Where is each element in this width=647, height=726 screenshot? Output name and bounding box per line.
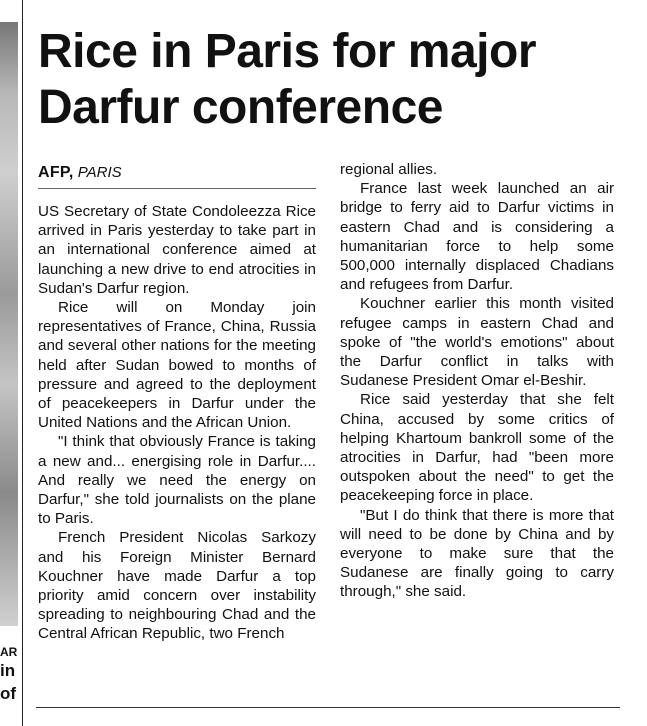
article-headline <box>38 24 638 136</box>
byline-city: PARIS <box>77 164 122 181</box>
previous-article-fragment: of <box>0 684 17 703</box>
headline-line-1: Rice in Paris for major <box>38 25 537 78</box>
article-paragraph: Kouchner earlier this month visited refugee camps in eastern Chad and spoke of "the world's emotions" about the Darfur conflict in talks with Sudanese President Omar el-Beshir. <box>340 295 614 390</box>
byline-rule <box>38 188 316 189</box>
article-paragraph: US Secretary of State Condoleezza Rice arrived in Paris yesterday to take part in an international conference aimed at launching a new drive to end atrocities in Sudan's Darfur region. <box>38 203 316 297</box>
previous-article-fragment: AR <box>0 645 18 659</box>
previous-article-photo <box>0 22 18 626</box>
byline-agency: AFP, <box>38 164 74 181</box>
bottom-rule <box>36 707 620 708</box>
previous-article-column <box>0 0 23 726</box>
article-paragraph: Rice said yesterday that she felt China, accused by some critics of helping Khartoum bankroll some of the atrocities in Darfur, had "been more outspoken about the need" to get the peacekeeping force in place. <box>340 391 614 505</box>
article-column-1 <box>38 202 316 644</box>
article-paragraph: France last week launched an air bridge to ferry aid to Darfur victims in eastern Chad and is considering a humanitarian force to help some 500,000 internally displaced Chadians and refugees from Darfur. <box>340 180 614 294</box>
headline-line-2: Darfur conference <box>38 81 443 134</box>
previous-article-fragment: in <box>0 661 16 680</box>
article-paragraph: Rice will on Monday join representatives of France, China, Russia and several other nations for the meeting held after Sudan bowed to months of pressure and agreed to the deployment of peacekeepers in Darfur under the United Nations and the African Union. <box>38 299 316 432</box>
article-paragraph: "But I do think that there is more that will need to be done by China and by everyone to make sure that the Sudanese are finally going to carry through," she said. <box>340 506 614 601</box>
article-paragraph: French President Nicolas Sarkozy and his Foreign Minister Bernard Kouchner have made Darfur a top priority amid concern over instability spreading to neighbouring Chad and the Central African Republic, two French <box>38 529 316 643</box>
article-paragraph: "I think that obviously France is taking a new and... energising role in Darfur.... And really we need the energy on Darfur," she told journalists on the plane to Paris. <box>38 433 316 528</box>
article-paragraph: regional allies. <box>340 161 438 178</box>
article-column-2 <box>340 160 614 602</box>
byline <box>38 164 316 182</box>
